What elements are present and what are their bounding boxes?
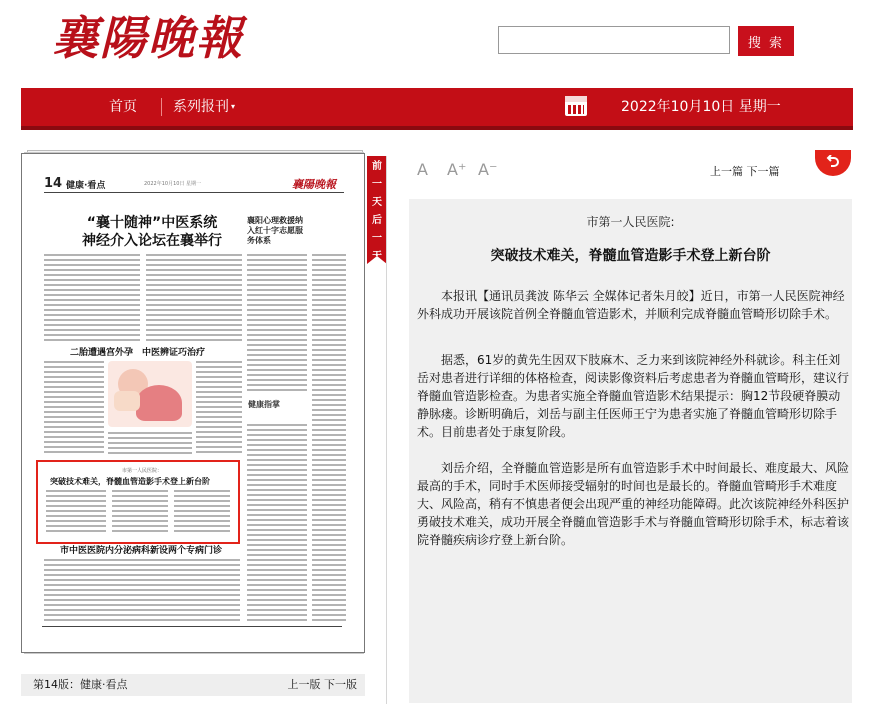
nav-series-dropdown[interactable]	[173, 88, 235, 126]
article-paragraph: 刘岳介绍，全脊髓血管造影是所有血管造影手术中时间最长、难度最大、风险最高的手术，同时手术医师接受辐射的时间也是最长的。脊髓血管畸形手术难度大、风险高，稍有不慎患者便会出现严重的神经功能障碍。此次该院神经外科医护勇破技术难关，成功开展全脊髓血管造影手术与脊髓血管畸形切除手术，标志着该院脊髓疾病诊疗登上新台阶。	[417, 461, 850, 547]
day-tab-char: 后	[372, 215, 382, 226]
font-size-increase-button[interactable]: A⁺	[447, 160, 467, 179]
newspaper-page-image[interactable]	[21, 153, 365, 653]
back-button[interactable]	[815, 150, 851, 176]
page-number: 14	[44, 176, 63, 191]
day-tab-char: 前	[372, 161, 382, 172]
page-header	[44, 176, 344, 193]
page-prev-next-links[interactable]: 上一版 下一版	[287, 678, 357, 691]
article-title: 突破技术难关，脊髓血管造影手术登上新台阶	[490, 248, 771, 264]
search-button[interactable]: 搜 索	[738, 26, 794, 56]
current-date: 2022年10月10日 星期一	[621, 99, 781, 115]
highlighted-article-kicker: 市第一人民医院：	[122, 468, 163, 474]
page-section: 健康·看点	[66, 181, 106, 191]
current-page-label[interactable]: 第14版：健康·看点	[33, 678, 128, 691]
day-tab-char: 天	[372, 251, 382, 262]
page-nav-bar	[21, 674, 365, 696]
page-article-headline-side[interactable]: 襄阳心理救援纳入红十字志愿服务体系	[247, 216, 303, 245]
nav-divider	[161, 98, 162, 116]
article-illustration	[108, 361, 192, 427]
chevron-down-icon: ▾	[231, 102, 236, 111]
site-logo[interactable]: 襄陽晚報	[52, 11, 244, 65]
calendar-icon[interactable]	[565, 96, 587, 116]
day-tab-char: 一	[372, 179, 382, 190]
main-nav	[21, 88, 853, 130]
nav-series-label: 系列报刊	[173, 99, 229, 115]
font-size-reset-button[interactable]: A	[417, 160, 428, 179]
page-article-headline-2[interactable]: 二胎遭遇宫外孕 中医辨证巧治疗	[70, 348, 206, 358]
page-article-headline-main[interactable]: “襄十随神”中医系统 神经介入论坛在襄举行	[82, 215, 222, 249]
day-switch-tab[interactable]	[367, 156, 387, 262]
return-arrow-icon	[826, 155, 840, 169]
day-tab-char: 一	[372, 233, 382, 244]
page-date-line: 2022年10月10日 星期一	[144, 181, 202, 187]
page-news-tag: 健康指掌	[248, 400, 280, 409]
article-paragraph: 本报讯【通讯员龚波 陈华云 全媒体记者朱月皎】近日，市第一人民医院神经外科成功开展该院首例全脊髓血管造影术，并顺利完成脊髓血管畸形切除手术。	[417, 289, 845, 321]
highlighted-article-title[interactable]: 突破技术难关，脊髓血管造影手术登上新台阶	[50, 477, 210, 486]
page-article-headline-3[interactable]: 市中医医院内分泌病科新设两个专病门诊	[60, 546, 223, 556]
page-masthead: 襄陽晚報	[292, 178, 336, 191]
article-prev-next-links[interactable]: 上一篇 下一篇	[710, 165, 780, 178]
article-paragraph: 据悉，61岁的黄先生因双下肢麻木、乏力来到该院神经外科就诊。科主任刘岳对患者进行详细的体格检查，阅读影像资料后考虑患者为脊髓血管畸形，建议行脊髓血管造影检查。为患者实施全脊髓血管造影术结果提示：胸12节段硬脊膜动静脉瘘。诊断明确后，刘岳与副主任医师王宁为患者实施了脊髓血管畸形切除手术。目前患者处于康复阶段。	[417, 353, 850, 439]
day-tab-char: 天	[372, 197, 382, 208]
font-size-decrease-button[interactable]: A⁻	[478, 160, 498, 179]
nav-home-link[interactable]: 首页	[109, 99, 137, 115]
article-kicker: 市第一人民医院:	[586, 215, 675, 229]
newspaper-page-viewer	[21, 153, 365, 653]
article-panel	[409, 199, 852, 703]
search-input[interactable]	[498, 26, 730, 54]
